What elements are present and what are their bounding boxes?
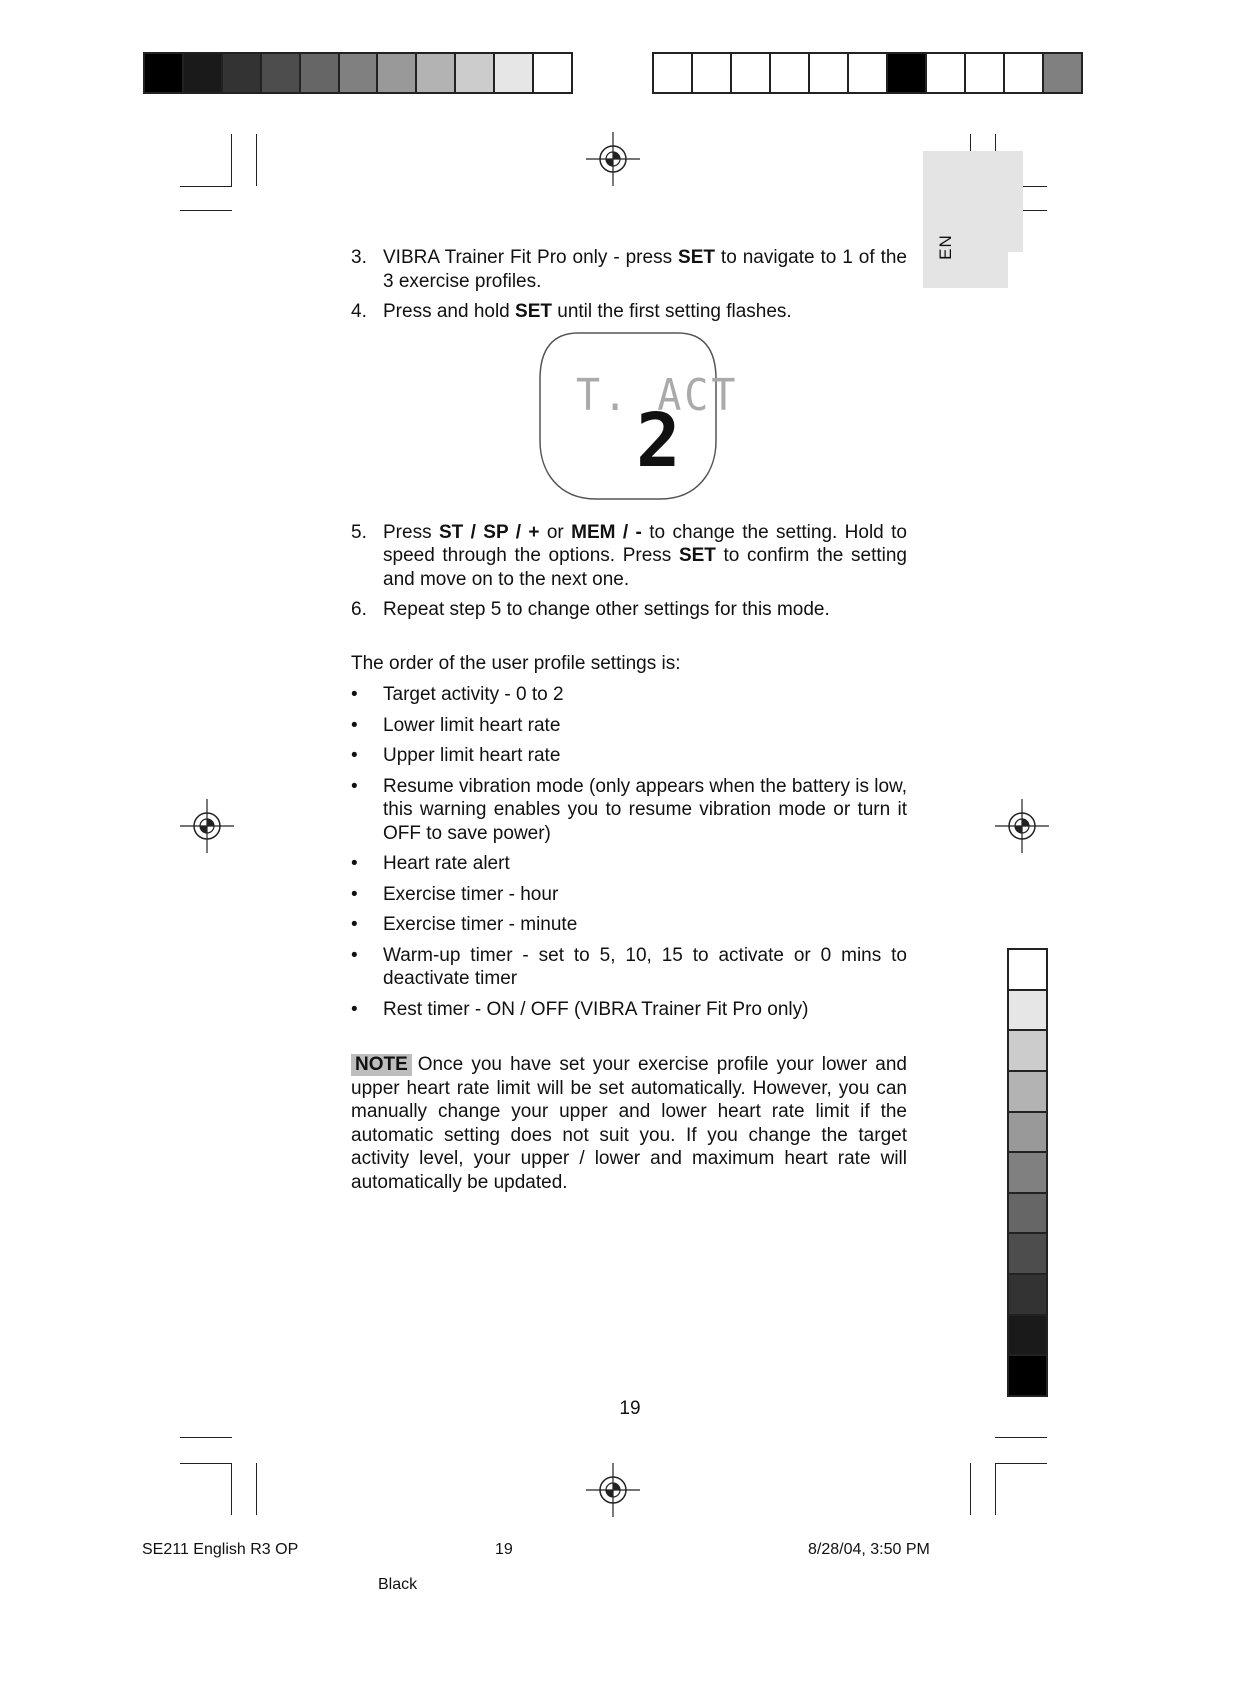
step-text-bold: SET	[678, 247, 715, 268]
step-text-part: until the first setting flashes.	[551, 301, 792, 322]
settings-list-item	[351, 913, 907, 937]
color-swatch	[223, 54, 262, 92]
registration-mark-icon	[586, 132, 640, 186]
lcd-display	[538, 331, 739, 501]
crop-mark	[231, 1463, 232, 1515]
settings-list-item	[351, 883, 907, 907]
bullet-icon: •	[351, 745, 358, 766]
main-content	[351, 246, 907, 1194]
note-badge: NOTE	[351, 1054, 412, 1076]
step-text-bold: SET	[678, 545, 716, 566]
step-text	[383, 300, 907, 324]
crop-mark	[970, 1463, 971, 1515]
crop-mark	[995, 1463, 1047, 1464]
settings-list-item	[351, 852, 907, 876]
color-swatch	[495, 54, 534, 92]
step-number: 3.	[351, 247, 367, 268]
bullet-icon: •	[351, 714, 358, 736]
color-swatch	[184, 54, 223, 92]
color-bar-top-right	[652, 52, 1083, 94]
step-item	[351, 246, 907, 293]
registration-mark-icon	[995, 799, 1049, 853]
settings-list-item	[351, 714, 907, 738]
color-swatch	[378, 54, 417, 92]
crop-mark	[180, 186, 232, 187]
color-swatch	[927, 54, 966, 92]
crop-mark	[180, 1437, 232, 1438]
step-number: 5.	[351, 521, 367, 543]
footer-timestamp: 8/28/04, 3:50 PM	[808, 1541, 930, 1558]
color-swatch	[1009, 1194, 1046, 1235]
color-bar-right	[1007, 948, 1048, 1397]
note-paragraph	[351, 1053, 907, 1194]
settings-item-text: Upper limit heart rate	[383, 745, 561, 766]
crop-mark	[231, 134, 232, 186]
bullet-icon: •	[351, 775, 358, 797]
color-swatch	[417, 54, 456, 92]
settings-list-item	[351, 998, 907, 1022]
note-text: Once you have set your exercise profile your lower and upper heart rate limit will be set automatically. However, you can manually change your upper and lower heart rate limit if the automatic setting does not suit you. If you change the target activity level, your upper / lower and maximum heart rate will automatically be updated.	[351, 1054, 907, 1193]
step-item	[351, 598, 907, 622]
step-text-part: VIBRA Trainer Fit Pro only - press	[383, 247, 679, 268]
color-swatch	[534, 54, 571, 92]
step-text-part: to change the setting. Hold to speed through the options. Press	[383, 521, 907, 566]
color-swatch	[1009, 1031, 1046, 1072]
step-text-part: to navigate to 1 of the 3 exercise profiles.	[383, 247, 907, 292]
bullet-icon: •	[351, 914, 358, 935]
color-swatch	[693, 54, 732, 92]
step-text-part: Press	[383, 521, 439, 543]
settings-list-item	[351, 683, 907, 707]
settings-item-text: Target activity - 0 to 2	[383, 684, 564, 705]
crop-mark	[256, 1463, 257, 1515]
crop-mark	[180, 210, 232, 211]
color-swatch	[1009, 1113, 1046, 1154]
color-swatch	[301, 54, 340, 92]
footer-page: 19	[495, 1541, 513, 1558]
settings-item-text: Resume vibration mode (only appears when the battery is low, this warning enables you to resume vibration mode or turn it OFF to save power)	[383, 775, 907, 844]
color-swatch	[654, 54, 693, 92]
lcd-top-text: T. ACT	[576, 368, 739, 421]
color-swatch	[262, 54, 301, 92]
language-label: EN	[936, 234, 955, 260]
color-swatch	[1009, 1234, 1046, 1275]
color-swatch	[1009, 1356, 1046, 1395]
step-text-bold: SET	[515, 301, 552, 322]
color-swatch	[1009, 950, 1046, 991]
bullet-icon: •	[351, 998, 358, 1020]
settings-list	[351, 683, 907, 1021]
color-swatch	[732, 54, 771, 92]
settings-item-text: Rest timer - ON / OFF (VIBRA Trainer Fit Pro only)	[383, 998, 809, 1020]
settings-item-text: Warm-up timer - set to 5, 10, 15 to activate or 0 mins to deactivate timer	[383, 944, 907, 989]
settings-item-text: Exercise timer - hour	[383, 883, 559, 905]
color-swatch	[810, 54, 849, 92]
step-item	[351, 521, 907, 592]
step-text-bold: ST / SP / +	[438, 521, 540, 543]
bullet-icon: •	[351, 883, 358, 905]
registration-mark-icon	[180, 799, 234, 853]
crop-mark	[180, 1463, 232, 1464]
step-text-part: to confirm the setting and move on to the next one.	[383, 545, 907, 590]
step-text-part: Repeat step 5 to change other settings for this mode.	[383, 599, 830, 620]
registration-mark-icon	[586, 1463, 640, 1517]
step-text	[383, 521, 907, 592]
settings-item-text: Exercise timer - minute	[383, 914, 578, 935]
page-number: 19	[619, 1398, 641, 1419]
step-number: 6.	[351, 599, 367, 620]
steps-list	[351, 246, 907, 324]
color-swatch	[456, 54, 495, 92]
color-swatch	[1009, 991, 1046, 1032]
color-swatch	[1009, 1072, 1046, 1113]
color-swatch	[1044, 54, 1081, 92]
settings-list-item	[351, 775, 907, 846]
crop-mark	[995, 1437, 1047, 1438]
color-swatch	[1005, 54, 1044, 92]
bullet-icon: •	[351, 684, 358, 705]
color-swatch	[1009, 1275, 1046, 1316]
step-item	[351, 300, 907, 324]
lcd-display-figure	[351, 331, 907, 513]
footer-plate: Black	[378, 1576, 418, 1593]
color-swatch	[145, 54, 184, 92]
settings-item-text: Heart rate alert	[383, 853, 510, 874]
settings-list-item	[351, 744, 907, 768]
bullet-icon: •	[351, 944, 358, 966]
color-swatch	[771, 54, 810, 92]
settings-item-text: Lower limit heart rate	[383, 714, 561, 736]
footer-doc-name: SE211 English R3 OP	[142, 1541, 299, 1558]
crop-mark	[995, 1463, 996, 1515]
step-text-part: Press and hold	[383, 301, 516, 322]
color-bar-top-left	[143, 52, 573, 94]
color-swatch	[340, 54, 379, 92]
color-swatch	[1009, 1153, 1046, 1194]
color-swatch	[1009, 1316, 1046, 1357]
lcd-value: 2	[636, 397, 681, 484]
step-text	[383, 598, 907, 622]
crop-mark	[256, 134, 257, 186]
settings-intro: The order of the user profile settings is:	[351, 652, 681, 674]
color-swatch	[888, 54, 927, 92]
color-swatch	[966, 54, 1005, 92]
step-text-bold: MEM / -	[571, 521, 642, 543]
step-text-part: or	[539, 521, 572, 543]
settings-list-item	[351, 944, 907, 991]
step-text	[383, 246, 907, 293]
color-swatch	[849, 54, 888, 92]
bullet-icon: •	[351, 853, 358, 874]
steps-list-continued	[351, 521, 907, 622]
step-number: 4.	[351, 301, 367, 322]
